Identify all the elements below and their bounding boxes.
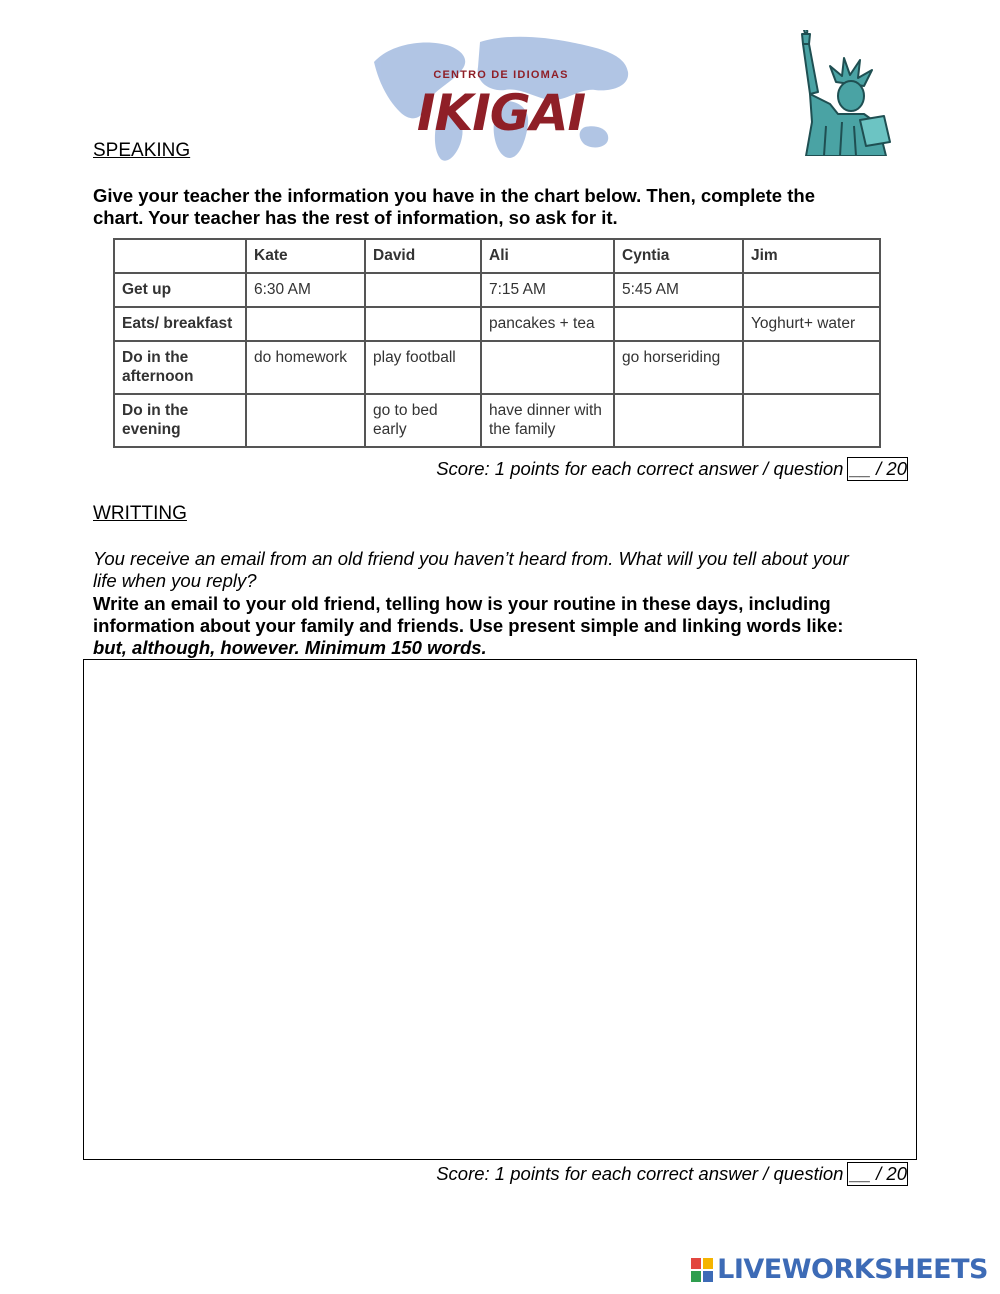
table-cell: play football [365,341,481,394]
writing-score-text: Score: 1 points for each correct answer / question [436,1163,844,1184]
table-row [114,273,880,307]
linking-words: but, although, however. [93,637,300,658]
table-row-label: Eats/ breakfast [114,307,246,341]
table-header-row [114,239,880,273]
table-cell-blank[interactable] [481,341,614,394]
table-row-label: Do in the evening [114,394,246,447]
routine-chart-table [113,238,881,448]
table-header-cell [114,239,246,273]
table-header-cell: Ali [481,239,614,273]
writing-title: WRITTING [93,503,187,524]
table-cell-blank[interactable] [614,394,743,447]
table-row-label: Do in the afternoon [114,341,246,394]
table-row-label: Get up [114,273,246,307]
table-cell: 5:45 AM [614,273,743,307]
writing-task-line-1: Write an email to your old friend, telling how is your routine in these days, including [93,593,831,614]
table-row [114,307,880,341]
table-cell: 7:15 AM [481,273,614,307]
writing-task [93,593,923,659]
table-cell: go to bed early [365,394,481,447]
table-cell-blank[interactable] [246,307,365,341]
table-header-cell: Cyntia [614,239,743,273]
writing-score [436,1162,908,1186]
speaking-score [436,457,908,481]
writing-prompt-line-1: You receive an email from an old friend you haven’t heard from. What will you tell about your [93,548,849,569]
speaking-instructions [93,185,913,229]
table-cell: have dinner with the family [481,394,614,447]
table-cell: 6:30 AM [246,273,365,307]
table-row [114,341,880,394]
speaking-title: SPEAKING [93,140,191,161]
minimum-words: Minimum 150 words. [299,637,487,658]
liveworksheets-logo-icon [691,1258,713,1282]
email-answer-box[interactable] [83,659,917,1160]
table-cell-blank[interactable] [614,307,743,341]
writing-score-box[interactable]: __ / 20 [847,1162,908,1186]
liveworksheets-brand-text: LIVEWORKSHEETS [717,1254,988,1285]
table-cell-blank[interactable] [246,394,365,447]
table-cell-blank[interactable] [365,273,481,307]
table-cell: do homework [246,341,365,394]
writing-prompt [93,548,923,592]
table-cell: pancakes + tea [481,307,614,341]
table-cell-blank[interactable] [743,273,880,307]
speaking-instruction-line-1: Give your teacher the information you have in the chart below. Then, complete the [93,185,815,206]
table-row [114,394,880,447]
writing-task-line-3 [93,637,923,659]
speaking-score-box[interactable]: __ / 20 [847,457,908,481]
table-cell: Yoghurt+ water [743,307,880,341]
table-header-cell: Kate [246,239,365,273]
table-cell-blank[interactable] [365,307,481,341]
speaking-score-text: Score: 1 points for each correct answer / question [436,458,844,479]
logo-main-text: IKIGAI [416,84,586,142]
table-cell-blank[interactable] [743,341,880,394]
ikigai-logo [370,32,632,170]
table-cell: go horseriding [614,341,743,394]
speaking-instruction-line-2: chart. Your teacher has the rest of information, so ask for it. [93,207,618,228]
logo-top-text: CENTRO DE IDIOMAS [433,69,569,81]
writing-prompt-line-2: life when you reply? [93,570,257,591]
table-header-cell: Jim [743,239,880,273]
writing-task-line-2: information about your family and friends. Use present simple and linking words like: [93,615,844,636]
table-cell-blank[interactable] [743,394,880,447]
table-header-cell: David [365,239,481,273]
liveworksheets-brand [691,1254,988,1285]
statue-of-liberty-icon [796,30,896,156]
